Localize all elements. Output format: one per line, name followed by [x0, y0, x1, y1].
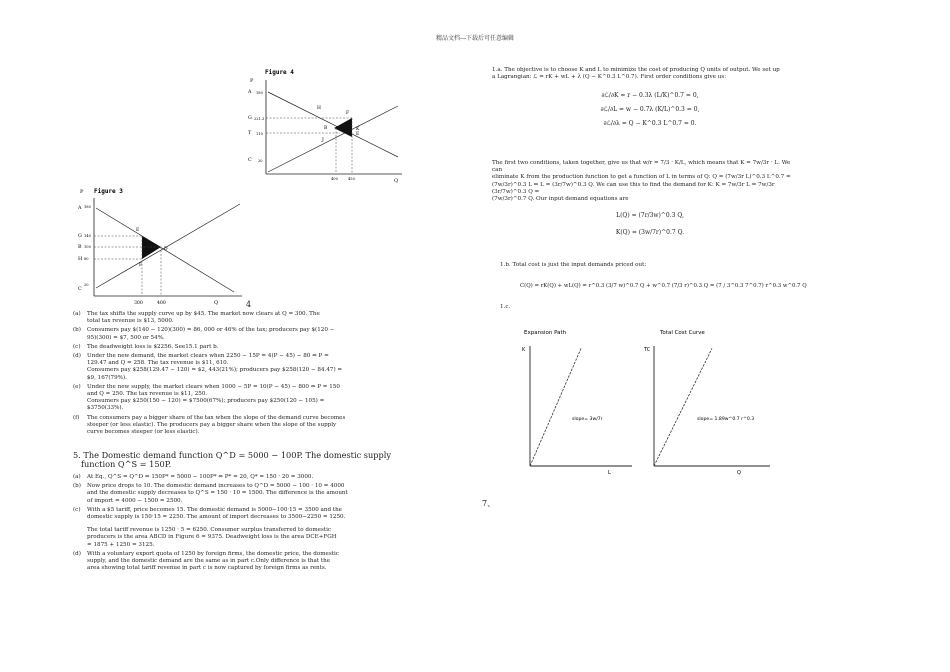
cost-minimization-intro: 1.a. The objective is to choose K and L to minimize the cost of producing Q units of output. We set up a Lagrangian: ℒ = rK + wL + λ (Q − K^0.3 L^0.7). First order conditions give us:	[492, 67, 780, 81]
answer-item: (b) Consumers pay $(140 − 120)(300) = 86, 000 or 46% of the tax; producers pay $(120 − 95)(300) = $7, 500 or 54%.	[73, 327, 335, 341]
figure-4-point-label: K	[356, 127, 360, 132]
figure-3-point-label: C	[78, 287, 82, 292]
figure-3-axis-y: P	[80, 189, 84, 195]
chart-title: Total Cost Curve	[660, 330, 705, 336]
answer-item: (f) The consumers pay a bigger share of the tax when the slope of the demand curve becomes steeper (or less elastic). The producers pay a bigger share when the slope of the supply curve becomes steeper (or less elastic).	[73, 414, 346, 436]
figure-4-qty-tick: 400	[331, 177, 338, 181]
figure-3-point-label: F	[139, 263, 143, 268]
answer-item: (c) The deadweight loss is $2256. See15.1 part b.	[73, 343, 219, 350]
figure-4-qty-tick: 450	[348, 177, 355, 181]
figure-3-price-tick: 180	[84, 205, 91, 209]
figure-4-price-tick: 110	[256, 132, 263, 136]
figure-4	[222, 62, 412, 184]
answer-item: (a) At Eq., Q^S = Q^D ⇔ 150P* = 5000 − 100P* ⇔ P* = 20, Q* = 150 · 20 = 3000.	[73, 474, 314, 480]
chart-ylabel: TC	[644, 347, 651, 353]
figure-3-price-tick: 20	[84, 283, 89, 287]
answer-item: (d) With a voluntary export quota of 1250 by foreign firms, the domestic price, the domestic supply, and the domestic demand are the same as in part c.Only difference is that the area showing total tariff revenue in part c is now captured by foreign firms as rents.	[73, 550, 339, 572]
figure-4-axis-y: P	[250, 78, 254, 84]
figure-4-axis-x: Q	[394, 178, 399, 184]
figure-3-point-label: D	[164, 247, 168, 252]
figure-4-point-label: E	[356, 132, 360, 137]
figure-4-supply-line	[268, 106, 398, 172]
figure-4-price-tick: 221.3	[254, 117, 265, 121]
figure-3-point-label: A	[78, 206, 82, 211]
figure-3-point-label: B	[78, 245, 82, 250]
answer-item: (d) Under the new demand, the market clears when 2250 − 15P = 4(P − 45) − 80 ⇔ P = 129.47 and Q = 258. The tax revenue is $11, 610. Consumers pay $258(129.47 − 120) = $2, 443(21%); producers pay $258(120 − 84.47) = $9, 167(79%).	[73, 353, 343, 381]
figure-4-point-label: T	[248, 131, 252, 136]
figure-3-supply-line	[96, 204, 240, 288]
total-cost-chart	[640, 318, 780, 478]
page-number: 4	[246, 300, 252, 309]
figure-3-axis-x: Q	[214, 300, 219, 306]
expansion-path-chart	[514, 318, 639, 478]
figure-3	[64, 184, 264, 310]
figure-3-point-label: E	[136, 228, 140, 233]
figure-4-point-label: C	[248, 158, 252, 163]
first-order-conditions: ∂ℒ/∂K = r − 0.3λ (L/K)^0.7 = 0, ∂ℒ/∂L = w − 0.7λ (K/L)^0.3 = 0, ∂ℒ/∂λ = Q − K^0.3 L^0.7 = 0.	[600, 92, 700, 127]
part-c-label: 1.c.	[500, 304, 511, 310]
answer-item: (e) Under the new supply, the market clears when 1000 − 5P = 10(P − 45) − 800 ⇔ P = 150 and Q = 250. The tax revenue is $11, 250. Consumers pay $250(150 − 120) = $7500(67%); producers pay $250(120 − 105) = $3750(33%).	[73, 383, 340, 412]
total-cost-line	[654, 348, 712, 466]
figure-3-price-tick: 100	[84, 245, 91, 249]
figure-4-point-label: F	[346, 111, 350, 116]
page-header: 精品文档---下载后可任意编辑	[435, 35, 515, 42]
figure-4-price-tick: 180	[256, 91, 263, 95]
figure-4-point-label: B	[324, 126, 328, 131]
answer-item: (c) With a $5 tariff, price becomes 15. The domestic demand is 5000−100·15 = 3500 and the domestic supply is 150·15 = 2250. The amount of import decreases to 3500−2250 = 1250. The total tariff revenue is 1250 · 5 = 6250. Consumer surplus transferred to domestic producers is the area ABCD in Figure 6 = 9375. Deadweight loss is the area DCE+FGH = 1875 + 1250 = 3125.	[73, 506, 346, 548]
figure-4-point-label: J	[322, 138, 324, 143]
figure-3-title: Figure 3	[94, 188, 123, 195]
total-cost-intro: 1.b. Total cost is just the input demands priced out:	[500, 262, 647, 268]
chart-ylabel: K	[522, 347, 526, 353]
chart-annotation: slope= 3w/7r	[572, 417, 603, 422]
section-4-answers	[73, 311, 408, 436]
page-number: 7、	[482, 499, 496, 508]
question-5-heading: 5. The Domestic demand function Q^D = 5000 − 100P. The domestic supply function Q^S = 150P.	[73, 450, 391, 469]
figure-3-point-label: H	[78, 257, 83, 262]
figure-3-qty-tick: 300	[134, 301, 143, 306]
answer-item: (b) Now price drops to 10. The domestic demand increases to Q^D = 5000 − 100 · 10 = 4000 and the domestic supply decreases to Q^S = 150 · 10 = 1500. The difference is the amount of import = 4000 − 1500 = 2500.	[73, 483, 348, 504]
chart-xlabel: Q	[737, 470, 741, 476]
figure-3-price-tick: 80	[84, 257, 89, 261]
figure-4-demand-line	[268, 92, 398, 157]
figure-4-title: Figure 4	[265, 69, 294, 76]
figure-4-point-label: H	[317, 106, 321, 111]
section-5-answers	[73, 474, 408, 572]
figure-4-price-tick: 20	[258, 159, 263, 163]
total-cost-equation: C(Q) = rK(Q) + wL(Q) = r^0.3 (3/7 w)^0.7 Q + w^0.7 (7/3 r)^0.3 Q = (7 / 3^0.3 7^0.7) r^0.3 w^0.7 Q	[520, 283, 807, 289]
chart-title: Expansion Path	[524, 330, 567, 336]
chart-annotation: slope= 1.89w^0.7 r^0.3	[697, 417, 755, 422]
answer-item: (a) The tax shifts the supply curve up by $45. The market now clears at Q = 300. The total tax revenue is $13, 5000.	[73, 311, 320, 325]
figure-4-point-label: A	[248, 90, 252, 95]
expansion-path-line	[530, 348, 581, 466]
figure-3-price-tick: 140	[84, 234, 91, 238]
figure-3-point-label: G	[78, 234, 82, 239]
figure-4-point-label: G	[248, 116, 252, 121]
input-demand-derivation: The first two conditions, taken together, give us that w/r = 7/3 · K/L, which means that K = 7w/3r · L. We can eliminate K from the production function to get a function of L in terms of Q: Q = (7w/3r L)^0.3 L^0.7 = (7w/3r)^0.3 L ⇔ L = (3r/7w)^0.3 Q. We can use this to find the demand for K: K = 7w/3r L = 7w/3r (3r/7w)^0.3 Q = (7w/3r)^0.7 Q. Our input demand equations are	[492, 160, 791, 203]
input-demand-equations: L(Q) = (7r/3w)^0.3 Q, K(Q) = (3w/7r)^0.7 Q.	[615, 212, 685, 236]
figure-3-qty-tick: 400	[157, 301, 166, 306]
chart-xlabel: L	[608, 470, 611, 476]
